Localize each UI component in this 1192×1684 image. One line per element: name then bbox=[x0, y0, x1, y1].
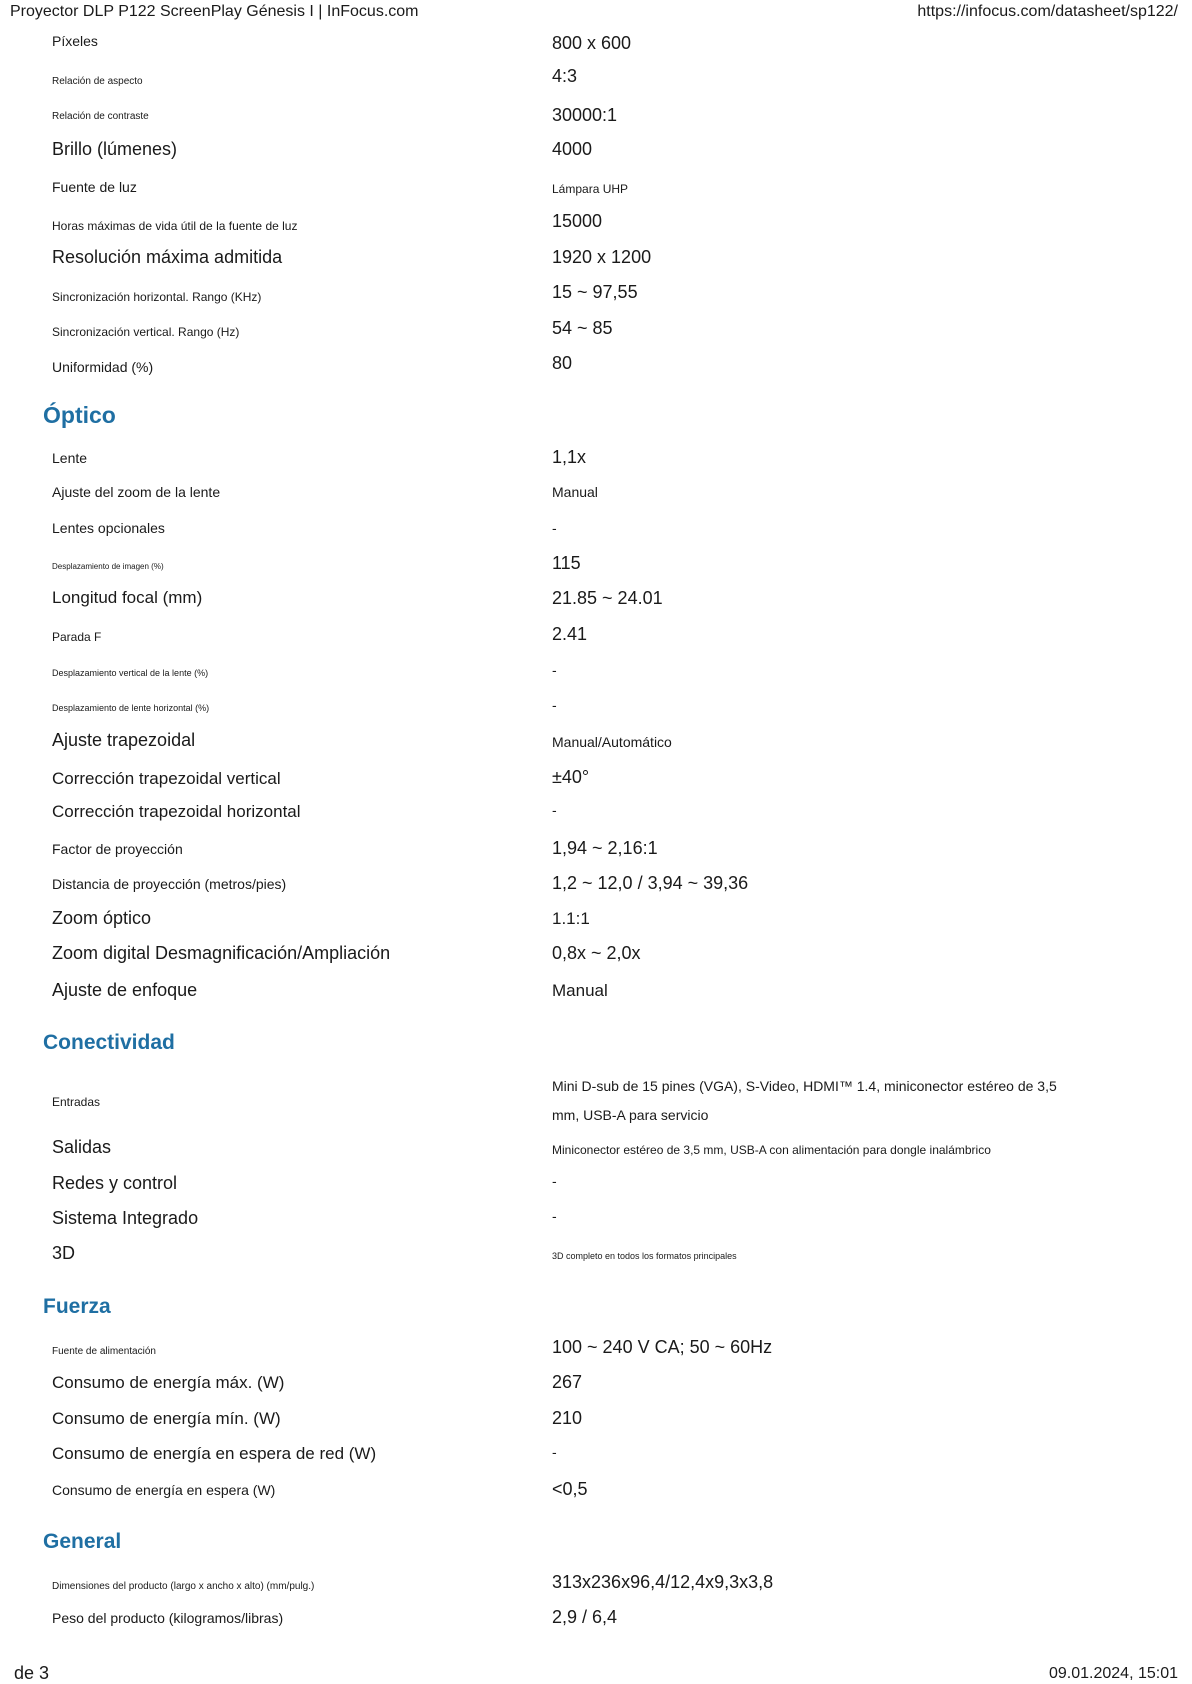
spec-label: Horas máximas de vida útil de la fuente de luz bbox=[52, 219, 298, 233]
spec-value-line: Mini D-sub de 15 pines (VGA), S-Video, HDMI™ 1.4, miniconector estéreo de 3,5 bbox=[552, 1078, 1057, 1094]
spec-row bbox=[0, 908, 1192, 942]
spec-row bbox=[0, 139, 1192, 173]
spec-row bbox=[0, 873, 1192, 907]
spec-label: Dimensiones del producto (largo x ancho x alto) (mm/pulg.) bbox=[52, 1581, 315, 1592]
spec-value: 80 bbox=[552, 353, 573, 373]
page-title: Proyector DLP P122 ScreenPlay Génesis I | InFocus.com bbox=[10, 3, 419, 20]
spec-label: Sistema Integrado bbox=[52, 1208, 199, 1228]
spec-row bbox=[0, 100, 1192, 134]
spec-value: 2,9 / 6,4 bbox=[552, 1607, 618, 1627]
section-heading-conectividad: Conectividad bbox=[43, 1031, 175, 1054]
spec-row bbox=[0, 33, 1192, 67]
spec-value: 210 bbox=[552, 1408, 583, 1428]
spec-label: Brillo (lúmenes) bbox=[52, 139, 178, 159]
spec-label: Redes y control bbox=[52, 1173, 178, 1193]
spec-label: Desplazamiento vertical de la lente (%) bbox=[52, 668, 209, 678]
spec-value: 1920 x 1200 bbox=[552, 247, 652, 267]
spec-value-line: mm, USB-A para servicio bbox=[552, 1107, 709, 1123]
spec-label: Relación de contraste bbox=[52, 111, 149, 122]
section-heading-general: General bbox=[43, 1530, 122, 1553]
spec-label: Factor de proyección bbox=[52, 841, 183, 857]
spec-label: Consumo de energía en espera (W) bbox=[52, 1482, 276, 1498]
spec-row bbox=[0, 802, 1192, 836]
spec-value: - bbox=[552, 802, 557, 818]
spec-row bbox=[0, 247, 1192, 281]
page-counter: de 3 bbox=[14, 1663, 50, 1683]
spec-label: Longitud focal (mm) bbox=[52, 588, 203, 607]
spec-label: Desplazamiento de lente horizontal (%) bbox=[52, 703, 210, 713]
spec-row bbox=[0, 553, 1192, 587]
spec-label: Entradas bbox=[52, 1095, 101, 1109]
spec-row bbox=[0, 66, 1192, 100]
spec-row bbox=[0, 730, 1192, 764]
spec-label: Consumo de energía en espera de red (W) bbox=[52, 1444, 377, 1463]
spec-label: Salidas bbox=[52, 1137, 112, 1157]
spec-value: 115 bbox=[552, 553, 581, 573]
spec-value: 1,1x bbox=[552, 447, 587, 467]
spec-row bbox=[0, 1208, 1192, 1242]
spec-row bbox=[0, 1173, 1192, 1207]
spec-label: Consumo de energía mín. (W) bbox=[52, 1409, 281, 1428]
spec-value: 100 ~ 240 V CA; 50 ~ 60Hz bbox=[552, 1337, 773, 1357]
spec-label: Sincronización horizontal. Rango (KHz) bbox=[52, 290, 262, 304]
spec-label: Píxeles bbox=[52, 33, 98, 49]
spec-value: 1,2 ~ 12,0 / 3,94 ~ 39,36 bbox=[552, 873, 749, 893]
spec-value: 0,8x ~ 2,0x bbox=[552, 943, 641, 963]
spec-label: Fuente de alimentación bbox=[52, 1346, 156, 1357]
print-datetime: 09.01.2024, 15:01 bbox=[1048, 1665, 1178, 1682]
spec-value: - bbox=[552, 697, 557, 713]
spec-row bbox=[0, 318, 1192, 352]
spec-label: Relación de aspecto bbox=[52, 76, 143, 87]
spec-row bbox=[0, 767, 1192, 801]
spec-label: Zoom óptico bbox=[52, 908, 152, 928]
spec-value: 267 bbox=[552, 1372, 583, 1392]
spec-row bbox=[0, 980, 1192, 1014]
spec-value: 30000:1 bbox=[552, 105, 618, 125]
spec-label: Uniformidad (%) bbox=[52, 359, 154, 375]
spec-label: 3D bbox=[52, 1243, 76, 1263]
spec-value: Manual bbox=[552, 981, 608, 1000]
spec-label: Corrección trapezoidal horizontal bbox=[52, 802, 301, 821]
spec-row bbox=[0, 1372, 1192, 1406]
spec-row bbox=[0, 211, 1192, 245]
spec-row bbox=[0, 1408, 1192, 1442]
spec-row bbox=[0, 282, 1192, 316]
spec-value: 313x236x96,4/12,4x9,3x3,8 bbox=[552, 1572, 774, 1592]
spec-label: Ajuste del zoom de la lente bbox=[52, 484, 221, 500]
spec-value: 1.1:1 bbox=[552, 909, 590, 928]
spec-value: <0,5 bbox=[552, 1479, 588, 1499]
spec-value: 21.85 ~ 24.01 bbox=[552, 588, 663, 608]
spec-label: Resolución máxima admitida bbox=[52, 247, 283, 267]
spec-row bbox=[0, 588, 1192, 622]
spec-value: 2.41 bbox=[552, 624, 588, 644]
spec-row bbox=[0, 624, 1192, 658]
spec-value: 15000 bbox=[552, 211, 603, 231]
spec-row bbox=[0, 1243, 1192, 1277]
spec-label: Zoom digital Desmagnificación/Ampliación bbox=[52, 943, 391, 963]
section-heading-fuerza: Fuerza bbox=[43, 1295, 111, 1318]
spec-value: 54 ~ 85 bbox=[552, 318, 613, 338]
spec-row bbox=[0, 1137, 1192, 1171]
spec-label: Corrección trapezoidal vertical bbox=[52, 769, 281, 788]
spec-row bbox=[0, 1607, 1192, 1641]
spec-value: - bbox=[552, 520, 557, 536]
spec-row bbox=[0, 1072, 1192, 1138]
section-heading-optico: Óptico bbox=[43, 402, 116, 428]
spec-label: Parada F bbox=[52, 630, 102, 644]
spec-value: Manual bbox=[552, 484, 598, 500]
spec-label: Lentes opcionales bbox=[52, 520, 165, 536]
spec-value: 4:3 bbox=[552, 66, 578, 86]
spec-value: - bbox=[552, 1444, 557, 1460]
spec-label: Consumo de energía máx. (W) bbox=[52, 1373, 285, 1392]
page-url[interactable]: https://infocus.com/datasheet/sp122/ bbox=[917, 3, 1178, 20]
spec-value: - bbox=[552, 1208, 557, 1224]
spec-value bbox=[552, 1072, 1057, 1130]
spec-value: 15 ~ 97,55 bbox=[552, 282, 638, 302]
spec-value: 4000 bbox=[552, 139, 593, 159]
spec-value: ±40° bbox=[552, 767, 590, 787]
spec-label: Sincronización vertical. Rango (Hz) bbox=[52, 325, 240, 339]
spec-row bbox=[0, 1479, 1192, 1513]
spec-label: Distancia de proyección (metros/pies) bbox=[52, 876, 287, 892]
spec-row bbox=[0, 943, 1192, 977]
spec-value: Manual/Automático bbox=[552, 734, 672, 750]
spec-row bbox=[0, 177, 1192, 211]
spec-value: - bbox=[552, 662, 557, 678]
spec-label: Desplazamiento de imagen (%) bbox=[52, 562, 164, 571]
spec-value: Miniconector estéreo de 3,5 mm, USB-A con alimentación para dongle inalámbrico bbox=[552, 1143, 991, 1157]
spec-row bbox=[0, 1444, 1192, 1478]
spec-label: Peso del producto (kilogramos/libras) bbox=[52, 1610, 284, 1626]
spec-row bbox=[0, 447, 1192, 481]
spec-value: 800 x 600 bbox=[552, 33, 632, 53]
spec-value: 3D completo en todos los formatos principales bbox=[552, 1251, 737, 1261]
spec-row bbox=[0, 353, 1192, 387]
spec-label: Ajuste de enfoque bbox=[52, 980, 198, 1000]
spec-label: Lente bbox=[52, 450, 88, 466]
spec-value: 1,94 ~ 2,16:1 bbox=[552, 838, 658, 858]
spec-row bbox=[0, 484, 1192, 518]
spec-row bbox=[0, 1337, 1192, 1371]
spec-label: Ajuste trapezoidal bbox=[52, 730, 196, 750]
spec-row bbox=[0, 838, 1192, 872]
spec-label: Fuente de luz bbox=[52, 179, 137, 195]
spec-row bbox=[0, 662, 1192, 696]
spec-row bbox=[0, 520, 1192, 554]
spec-value: - bbox=[552, 1173, 557, 1189]
spec-row bbox=[0, 697, 1192, 731]
spec-row bbox=[0, 1572, 1192, 1606]
spec-value: Lámpara UHP bbox=[552, 182, 629, 196]
